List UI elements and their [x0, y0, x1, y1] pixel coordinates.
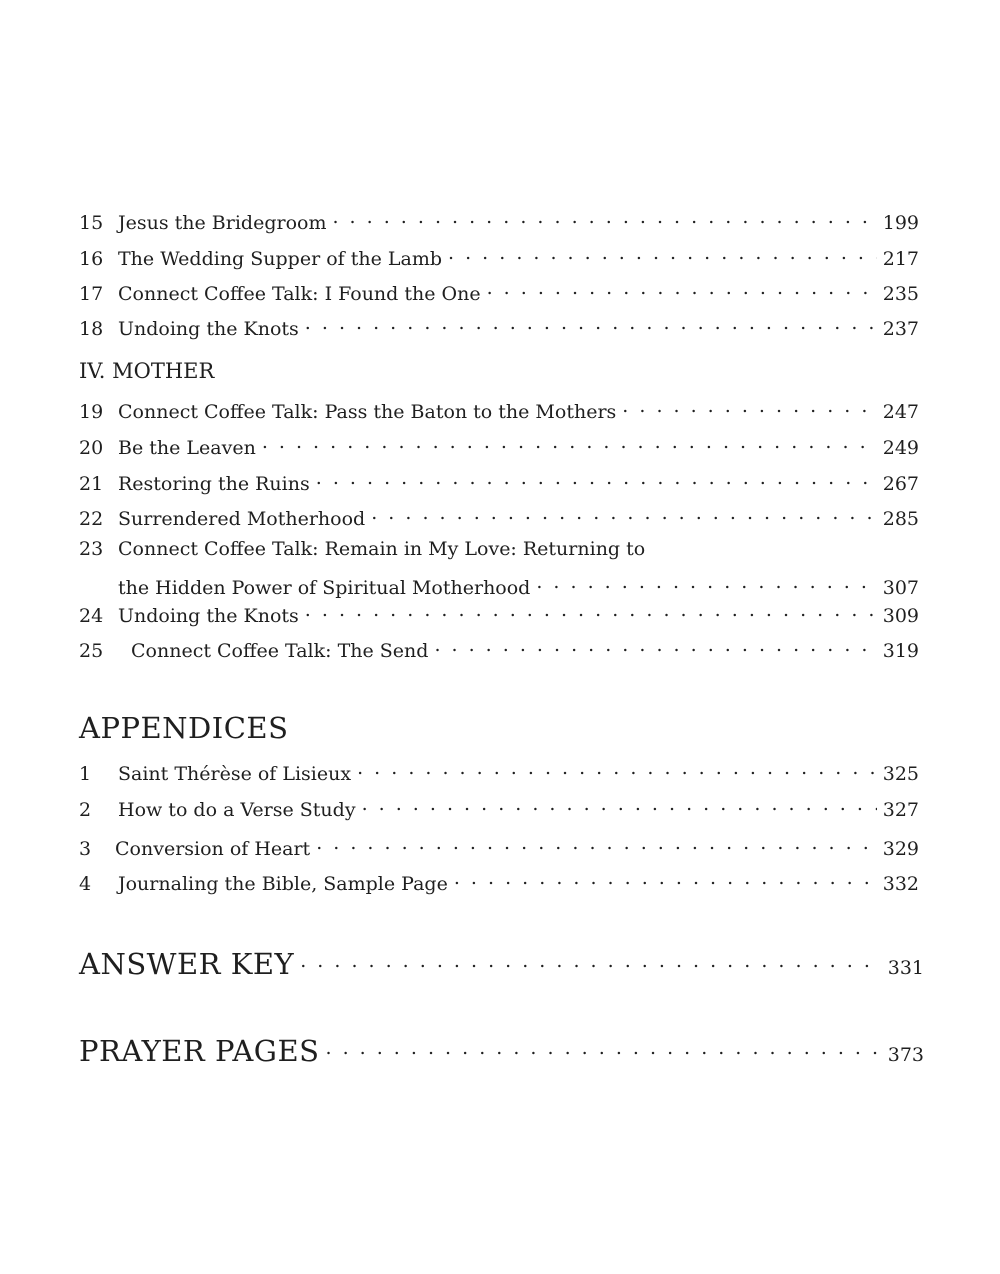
- entry-page: 249: [882, 437, 919, 459]
- appendix-entry-4: [79, 866, 919, 896]
- prayer-pages-entry: [79, 1027, 924, 1068]
- entry-title: Surrendered Motherhood: [118, 508, 366, 530]
- dot-leader: [300, 940, 882, 974]
- entry-number: 23: [79, 538, 104, 560]
- prayer-pages-title: PRAYER PAGES: [79, 1034, 320, 1068]
- entry-number: 4: [79, 873, 92, 895]
- dot-leader: [316, 466, 877, 490]
- dot-leader: [262, 430, 877, 454]
- toc-entry-23-line2: [79, 570, 919, 600]
- entry-page: 217: [882, 248, 919, 270]
- entry-title: Saint Thérèse of Lisieux: [118, 763, 352, 785]
- entry-title: Jesus the Bridegroom: [118, 212, 327, 234]
- appendix-entry-1: [79, 756, 919, 786]
- entry-number: 21: [79, 473, 104, 495]
- entry-title-continued: the Hidden Power of Spiritual Motherhood: [118, 577, 531, 599]
- entry-page: 319: [882, 640, 919, 662]
- entry-title: Connect Coffee Talk: Remain in My Love: Returning to: [118, 538, 646, 560]
- answer-key-title: ANSWER KEY: [79, 947, 295, 981]
- toc-entry-22: [79, 501, 919, 531]
- toc-entry-23-line1: [79, 537, 645, 561]
- dot-leader: [325, 1027, 881, 1061]
- entry-page: 267: [882, 473, 919, 495]
- toc-entry-19: [79, 394, 919, 424]
- dot-leader: [622, 394, 876, 418]
- entry-title: Conversion of Heart: [115, 838, 311, 860]
- dot-leader: [362, 792, 877, 816]
- entry-title: Restoring the Ruins: [118, 473, 310, 495]
- part-heading-mother: IV. MOTHER: [79, 359, 215, 383]
- dot-leader: [371, 501, 877, 525]
- appendix-entry-3: [79, 831, 919, 861]
- toc-entry-21: [79, 466, 919, 496]
- entry-number: 3: [79, 838, 92, 860]
- entry-page: 199: [882, 212, 919, 234]
- entry-page: 325: [882, 763, 919, 785]
- entry-number: 2: [79, 799, 92, 821]
- entry-page: 235: [882, 283, 919, 305]
- entry-title: Undoing the Knots: [118, 318, 299, 340]
- dot-leader: [305, 598, 877, 622]
- appendix-entry-2: [79, 792, 919, 822]
- dot-leader: [434, 633, 876, 657]
- entry-number: 22: [79, 508, 104, 530]
- entry-number: 25: [79, 640, 104, 662]
- entry-number: 19: [79, 401, 104, 423]
- answer-key-entry: [79, 940, 924, 981]
- entry-title: Connect Coffee Talk: The Send: [131, 640, 429, 662]
- entry-title: Journaling the Bible, Sample Page: [118, 873, 448, 895]
- toc-entry-25: [79, 633, 919, 663]
- dot-leader: [454, 866, 877, 890]
- toc-entry-15: [79, 205, 919, 235]
- dot-leader: [332, 205, 876, 229]
- entry-title: Be the Leaven: [118, 437, 256, 459]
- entry-number: 24: [79, 605, 104, 627]
- entry-title: How to do a Verse Study: [118, 799, 356, 821]
- dot-leader: [316, 831, 877, 855]
- entry-title: Connect Coffee Talk: I Found the One: [118, 283, 481, 305]
- dot-leader: [487, 276, 877, 300]
- entry-page: 309: [882, 605, 919, 627]
- toc-entry-16: [79, 241, 919, 271]
- entry-number: 17: [79, 283, 104, 305]
- answer-key-page: 331: [887, 957, 924, 979]
- entry-number: 16: [79, 248, 104, 270]
- appendices-heading: APPENDICES: [79, 711, 289, 745]
- entry-page: 329: [882, 838, 919, 860]
- dot-leader: [448, 241, 877, 265]
- toc-entry-17: [79, 276, 919, 306]
- toc-entry-24: [79, 598, 919, 628]
- dot-leader: [357, 756, 877, 780]
- entry-page: 237: [882, 318, 919, 340]
- toc-entry-20: [79, 430, 919, 460]
- entry-page: 327: [882, 799, 919, 821]
- toc-entry-18: [79, 311, 919, 341]
- prayer-pages-page: 373: [887, 1044, 924, 1066]
- entry-title: Connect Coffee Talk: Pass the Baton to the Mothers: [118, 401, 617, 423]
- entry-page: 285: [882, 508, 919, 530]
- entry-title: Undoing the Knots: [118, 605, 299, 627]
- entry-page: 332: [882, 873, 919, 895]
- entry-title: The Wedding Supper of the Lamb: [118, 248, 442, 270]
- entry-page: 247: [882, 401, 919, 423]
- entry-number: 1: [79, 763, 92, 785]
- entry-page: 307: [882, 577, 919, 599]
- dot-leader: [536, 570, 876, 594]
- entry-number: 18: [79, 318, 104, 340]
- entry-number: 20: [79, 437, 104, 459]
- entry-number: 15: [79, 212, 104, 234]
- dot-leader: [305, 311, 877, 335]
